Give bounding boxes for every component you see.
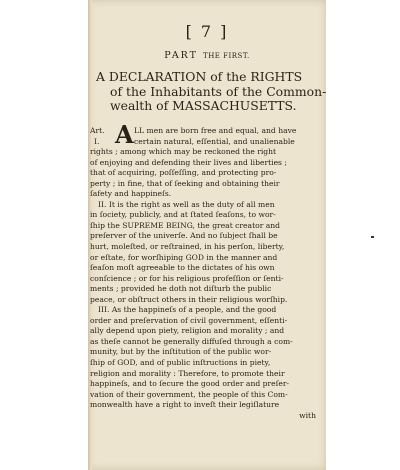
title-line-3: wealth of MASSACHUSETTS.	[110, 98, 297, 113]
part-label: PART	[164, 50, 198, 61]
text-line: in ſociety, publicly, and at ſtated ſeaſons, to wor-	[90, 210, 276, 220]
text-line: happineſs, and to ſecure the good order and preſer-	[90, 379, 290, 389]
text-line: ments ; provided he doth not diſturb the public	[90, 284, 272, 294]
text-line: perty ; in fine, that of ſeeking and obtaining their	[90, 178, 280, 188]
scan-edge-mark	[371, 236, 374, 238]
article-number: I.	[94, 137, 100, 146]
text-line: preſerver of the univerſe. And no ſubject ſhall be	[90, 231, 278, 241]
text-line: hurt, moleſted, or reſtrained, in his perſon, liberty,	[90, 242, 285, 252]
text-line: peace, or obſtruct others in their religious worſhip.	[90, 294, 288, 304]
part-heading	[88, 50, 326, 61]
text-line: as theſe cannot be generally diffuſed through a com-	[90, 336, 293, 346]
catchword: with	[299, 410, 316, 420]
text-line: certain natural, eſſential, and unalienable	[134, 136, 295, 146]
text-line: of enjoying and defending their lives and liberties ;	[90, 157, 287, 167]
part-sublabel: THE FIRST.	[203, 52, 250, 60]
drop-cap: A	[115, 120, 134, 149]
article-label: Art.	[90, 126, 105, 135]
text-line: ſafety and happineſs.	[90, 189, 172, 199]
text-line: III. As the happineſs of a people, and the good	[98, 305, 277, 315]
text-line: ſhip the SUPREME BEING, the great creator and	[90, 220, 281, 230]
text-line: ſhip of GOD, and of public inſtructions in piety,	[90, 358, 271, 368]
text-line: that of acquiring, poſſeſſing, and protecting pro-	[90, 168, 277, 178]
text-line: rights ; among which may be reckoned the right	[90, 147, 277, 157]
text-line: monwealth have a right to inveſt their legiſlature	[90, 400, 280, 410]
text-line: II. It is the right as well as the duty of all men	[98, 199, 275, 209]
document-page	[88, 0, 326, 470]
text-line: order and preſervation of civil government, eſſenti-	[90, 315, 288, 325]
text-line: LL men are born free and equal, and have	[134, 126, 297, 135]
text-line: conſcience ; or for his religious profeſſion or ſenti-	[90, 273, 284, 283]
text-line: or eſtate, for worſhiping GOD in the manner and	[90, 252, 278, 262]
text-line: ally depend upon piety, religion and morality ; and	[90, 326, 285, 336]
page-number: [ 7 ]	[185, 22, 229, 41]
text-line: munity, but by the inſtitution of the public wor-	[90, 347, 272, 357]
text-line: vation of their government, the people of this Com-	[90, 389, 288, 399]
article-text	[90, 126, 322, 421]
title-line-1: A DECLARATION of the RIGHTS	[96, 69, 303, 84]
text-line: religion and morality : Therefore, to promote their	[90, 368, 285, 378]
text-line: ſeaſon moſt agreeable to the dictates of his own	[90, 263, 275, 273]
title-line-2: of the Inhabitants of the Common-	[110, 83, 327, 99]
